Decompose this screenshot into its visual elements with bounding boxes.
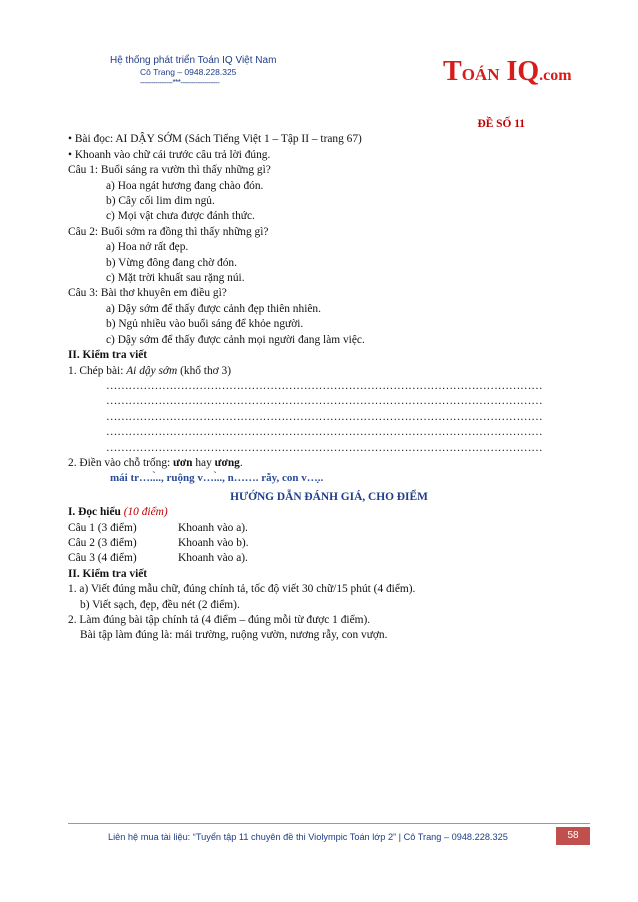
section-reading-title <box>68 505 590 520</box>
page-number: 58 <box>556 827 590 845</box>
copy-task <box>68 364 590 379</box>
q1-option-c: c) Mọi vật chưa được đánh thức. <box>106 210 255 223</box>
grading-guide-title: HƯỚNG DẪN ĐÁNH GIÁ, CHO ĐIỂM <box>230 490 428 503</box>
question-2: Câu 2: Buổi sớm ra đồng thì thấy những gì? <box>68 225 269 238</box>
writing-answer: Bài tập làm đúng là: mái trường, ruộng vườn, nương rẫy, con vượn. <box>80 629 388 642</box>
q2-option-c: c) Mặt trời khuất sau rặng núi. <box>106 272 245 285</box>
answer-row <box>68 521 590 536</box>
q1-option-a: a) Hoa ngát hương đang chào đón. <box>106 179 264 192</box>
answer-value: Khoanh vào a). <box>178 521 248 534</box>
answer-row <box>68 536 590 551</box>
fill-task <box>68 456 590 471</box>
copy-prefix: 1. Chép bài: <box>68 364 127 377</box>
q3-option-a: a) Dậy sớm để thấy được cảnh đẹp thiên nhiên. <box>106 302 321 315</box>
fill-prefix: 2. Điền vào chỗ trống: <box>68 456 174 469</box>
q3-option-b: b) Ngủ nhiều vào buổi sáng để khỏe người. <box>106 318 304 331</box>
fill-word-1: ươn <box>173 456 193 469</box>
logo-t: T <box>443 56 462 87</box>
q2-option-b: b) Vừng đông đang chờ đón. <box>106 256 237 269</box>
page-header <box>110 55 276 87</box>
answer-row <box>68 551 590 566</box>
dotted-line: ……………………………………………………………………………………………………… <box>106 410 543 423</box>
copy-poem-title: Ai dậy sớm <box>126 364 178 377</box>
exam-title: ĐỀ SỐ 11 <box>477 118 525 130</box>
answer-label: Câu 1 (3 điểm) <box>68 521 137 534</box>
writing-criteria-2: 2. Làm đúng bài tập chính tả (4 điểm – đúng mỗi từ được 1 điểm). <box>68 614 371 626</box>
question-1: Câu 1: Buổi sáng ra vườn thì thấy những gì? <box>68 164 271 177</box>
header-rule: ---------------***------------------ <box>140 78 220 87</box>
q3-option-c: c) Dậy sớm để thấy được cảnh mọi người đang làm việc. <box>106 333 365 346</box>
dotted-line: ……………………………………………………………………………………………………… <box>106 426 543 439</box>
writing-criteria-1b: b) Viết sạch, đẹp, đều nét (2 điểm). <box>80 598 240 611</box>
footer-divider <box>68 823 590 824</box>
dotted-line: ……………………………………………………………………………………………………… <box>106 395 543 408</box>
answer-label: Câu 3 (4 điểm) <box>68 552 137 565</box>
dotted-line: ……………………………………………………………………………………………………… <box>106 441 543 454</box>
copy-suffix: (khổ thơ 3) <box>177 364 232 377</box>
answer-value: Khoanh vào b). <box>178 536 249 549</box>
q2-option-a: a) Hoa nở rất đẹp. <box>106 241 189 254</box>
fill-end: . <box>239 456 243 469</box>
footer-text: Liên hệ mua tài liệu: “Tuyển tập 11 chuyên đề thi Violympic Toán lớp 2” | Cô Trang – 0948.228.325 <box>108 832 508 842</box>
instruction-line: • Khoanh vào chữ cái trước câu trả lời đúng. <box>68 148 271 161</box>
fill-mid: hay <box>192 456 215 469</box>
document-body <box>68 117 590 644</box>
section-reading-label: I. Đọc hiểu <box>68 506 121 519</box>
reading-line: • Bài đọc: AI DẬY SỚM (Sách Tiếng Việt 1 – Tập II – trang 67) <box>68 133 362 146</box>
writing-criteria-1a: 1. a) Viết đúng mẫu chữ, đúng chính tả, tốc độ viết 30 chữ/15 phút (4 điểm). <box>68 583 416 596</box>
question-3: Câu 3: Bài thơ khuyên em điều gì? <box>68 287 227 300</box>
section-writing-title: II. Kiểm tra viết <box>68 349 148 362</box>
section-reading-points: (10 điểm) <box>120 506 168 519</box>
answer-value: Khoanh vào a). <box>178 552 248 565</box>
logo-com: .com <box>539 67 572 84</box>
header-org: Hệ thống phát triển Toán IQ Việt Nam <box>110 55 277 66</box>
section-writing-grading-title: II. Kiểm tra viết <box>68 567 148 580</box>
toaniq-logo <box>443 56 572 88</box>
logo-iq: IQ <box>499 56 540 87</box>
dotted-line: ……………………………………………………………………………………………………… <box>106 379 543 392</box>
q1-option-b: b) Cây cối lim dim ngủ. <box>106 195 215 208</box>
fill-word-2: ương <box>214 456 240 469</box>
header-author: Cô Trang – 0948.228.325 <box>140 67 237 77</box>
answer-label: Câu 2 (3 điểm) <box>68 536 137 549</box>
fill-words: mái tr…..̀.., ruộng v….̀.., n……. rẫy, con v…̣.. <box>110 472 324 485</box>
logo-oan: OÁN <box>461 65 500 84</box>
